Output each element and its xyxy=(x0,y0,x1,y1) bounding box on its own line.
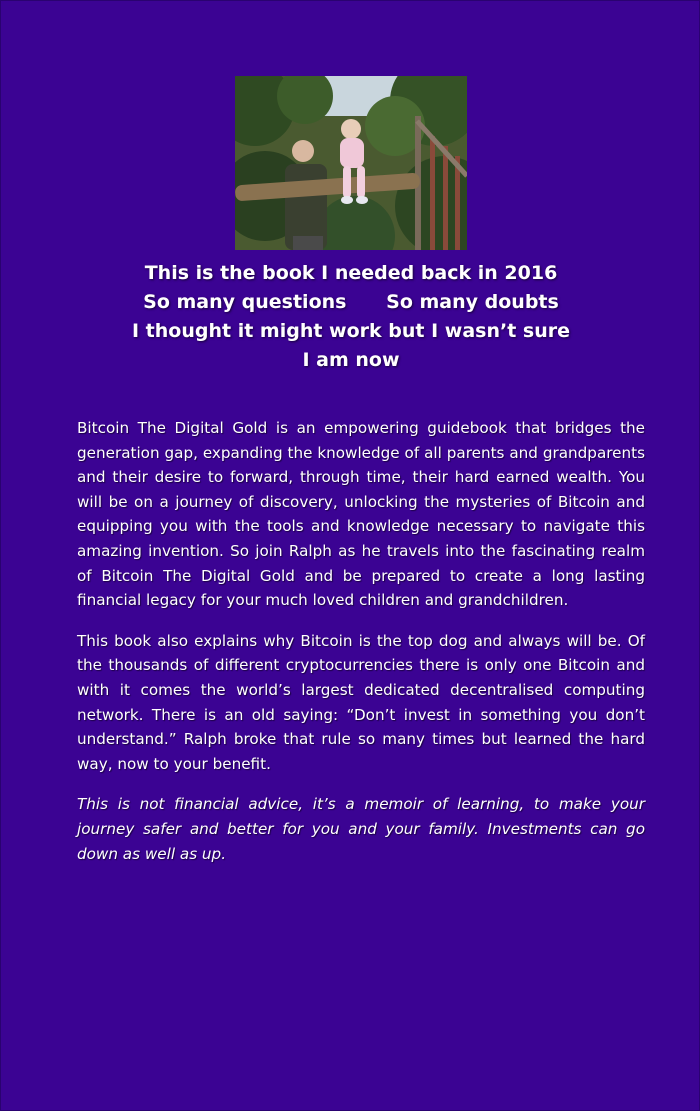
tagline-line-1: This is the book I needed back in 2016 xyxy=(144,262,558,284)
tagline-line-2: So many questions So many doubts xyxy=(143,291,559,313)
tagline xyxy=(61,259,641,375)
tagline-line-3: I thought it might work but I wasn’t sure xyxy=(132,320,570,342)
photo-man-with-baby-on-fence-icon xyxy=(235,76,467,250)
blurb xyxy=(77,416,645,882)
blurb-disclaimer: This is not financial advice, it’s a memoir of learning, to make your journey safer and better for you and your family. Investments can go down as well as up. xyxy=(77,795,645,863)
blurb-paragraph-top-dog: This book also explains why Bitcoin is the top dog and always will be. Of the thousands of different cryptocurrencies there is only one Bitcoin and with it comes the world’s largest dedicated decentralised computing network. There is an old saying: “Don’t invest in something you don’t understand.” Ralph broke that rule so many times but learned the hard way, now to your benefit. xyxy=(77,631,645,773)
author-photo xyxy=(235,76,467,250)
blurb-paragraph-intro: Bitcoin The Digital Gold is an empowering guidebook that bridges the generation gap, expanding the knowledge of all parents and grandparents and their desire to forward, through time, their hard earned wealth. You will be on a journey of discovery, unlocking the mysteries of Bitcoin and equipping you with the tools and knowledge necessary to navigate this amazing invention. So join Ralph as he travels into the fascinating realm of Bitcoin The Digital Gold and be prepared to create a long lasting financial legacy for your much loved children and grandchildren. xyxy=(77,419,645,610)
tagline-line-4: I am now xyxy=(302,349,400,371)
